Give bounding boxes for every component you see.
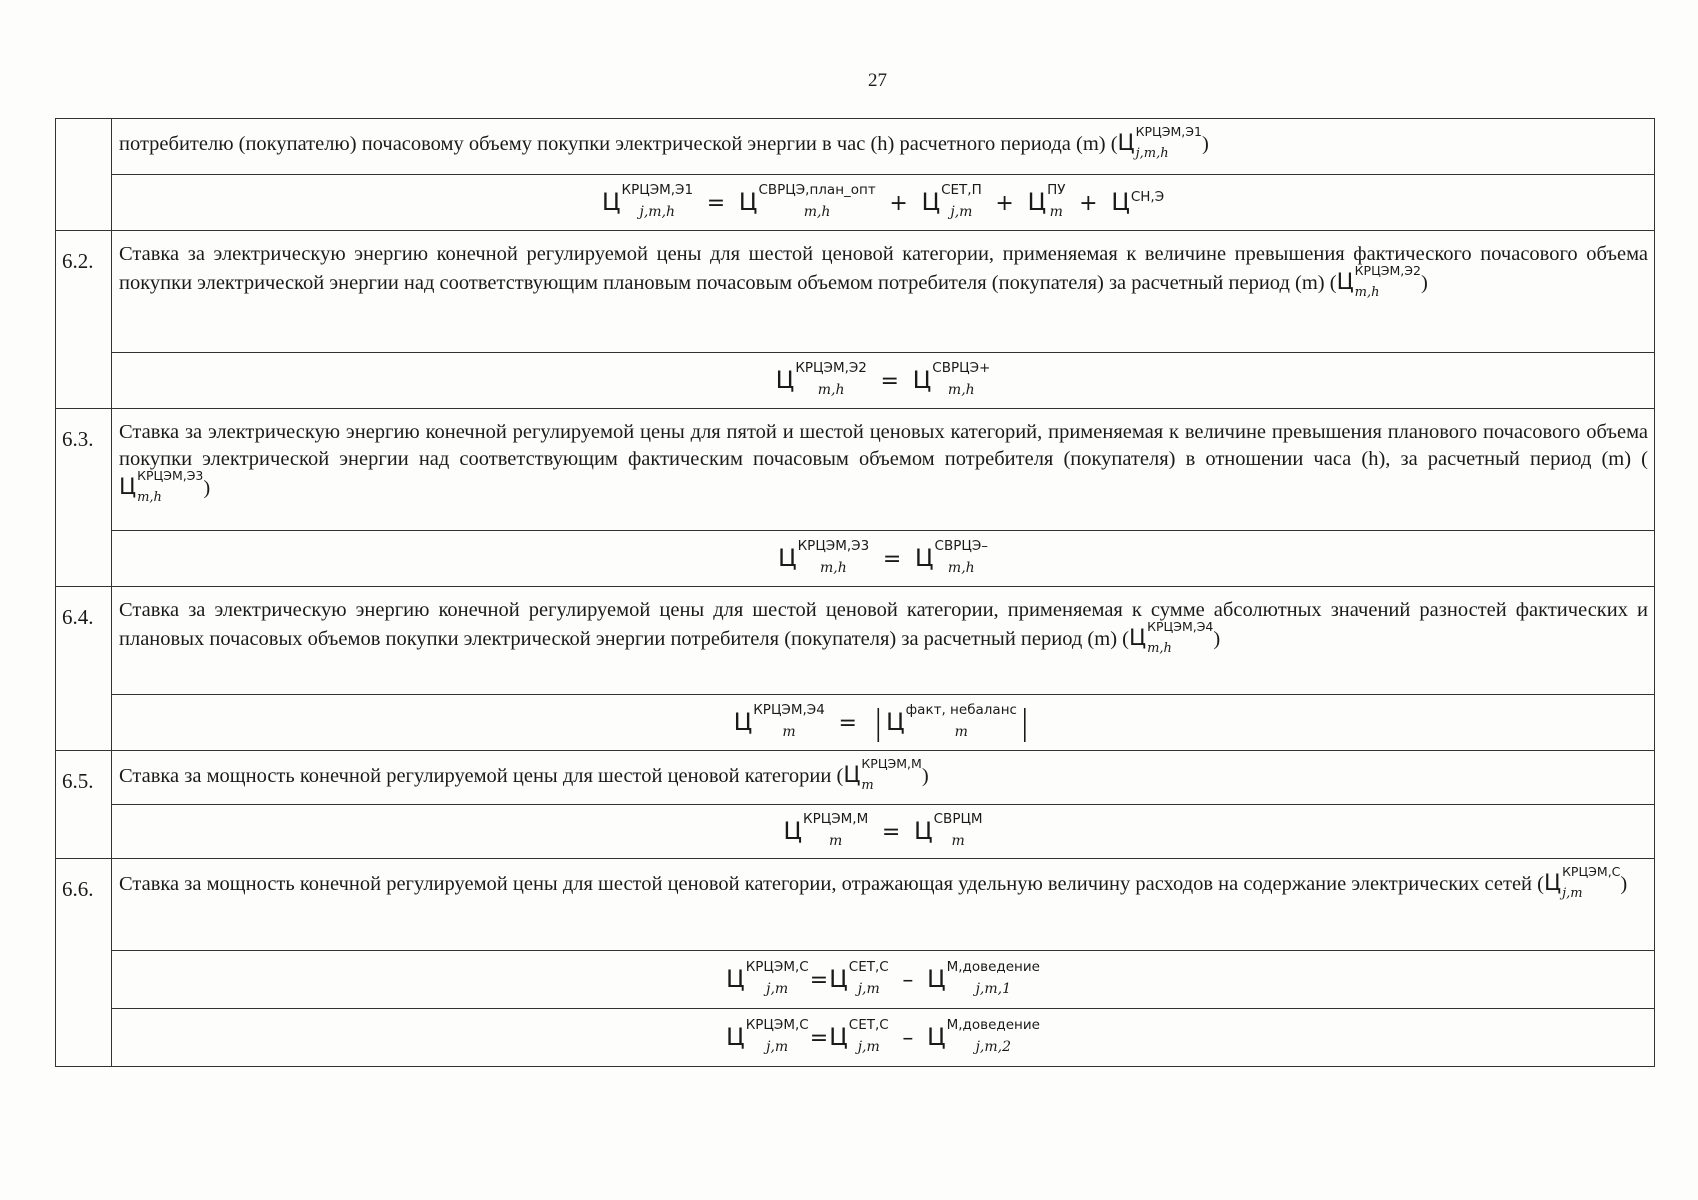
- abs-bar-left: |: [872, 702, 884, 743]
- description-text: Ставка за мощность конечной регулируемой цены для шестой ценовой категории (: [119, 765, 844, 787]
- rate-description: Ставка за мощность конечной регулируемой цены для шестой ценовой категории, отражающая удельную величину расходов на содержание электрических сетей (Ц КРЦЭМ,С j,m ): [112, 859, 1655, 951]
- formula: Ц КРЦЭМ,С j,m =Ц СЕТ,С j,m – Ц М,доведение j,m,1: [726, 958, 1040, 997]
- description-text: Ставка за электрическую энергию конечной регулируемой цены для пятой и шестой ценовых категорий, применяемая к величине превышения планового почасового объема покупки электрической энергии над соответствующим фактическим почасовым объемом потребителя (покупателя) в отношении часа (h), за расчетный период (m) (: [119, 421, 1648, 470]
- table-row: [56, 1009, 1655, 1067]
- formula-cell: [112, 951, 1655, 1009]
- row-number: 6.3.: [56, 409, 112, 587]
- inline-symbol: Ц КРЦЭМ,М m: [843, 756, 922, 793]
- table-row: [56, 695, 1655, 751]
- formula: Ц КРЦЭМ,Э1 j,m,h = Ц СВРЦЭ,план_опт m,h + Ц СЕТ,П j,m + Ц ПУ m + Ц СН,Э: [601, 181, 1165, 220]
- table-row: [56, 175, 1655, 231]
- tariff-rates-table: [55, 118, 1655, 1067]
- description-text: Ставка за электрическую энергию конечной регулируемой цены для шестой ценовой категории, применяемая к величине превышения фактического почасового объема покупки электрической энергии над соответствующим плановым почасовым объемом потребителя (покупателя) за расчетный период (m) (: [119, 243, 1648, 294]
- formula-cell: [112, 353, 1655, 409]
- table-row: [56, 751, 1655, 805]
- table-row: [56, 859, 1655, 951]
- inline-symbol: Ц КРЦЭМ,Э1 j,m,h: [1117, 124, 1202, 161]
- formula-cell: [112, 695, 1655, 751]
- row-number: 6.5.: [56, 751, 112, 859]
- rate-description: Ставка за мощность конечной регулируемой цены для шестой ценовой категории (Ц КРЦЭМ,М m ): [112, 751, 1655, 805]
- table-row: [56, 805, 1655, 859]
- formula: Ц КРЦЭМ,С j,m =Ц СЕТ,С j,m – Ц М,доведение j,m,2: [726, 1016, 1040, 1055]
- table-row: [56, 409, 1655, 531]
- abs-bar-right: |: [1018, 702, 1031, 743]
- table-row: [56, 353, 1655, 409]
- row-number-cell: [56, 119, 112, 231]
- formula: Ц КРЦЭМ,Э2 m,h = Ц СВРЦЭ+ m,h: [775, 359, 991, 398]
- formula: Ц КРЦЭМ,Э4 m = |Ц факт, небаланс m |: [733, 701, 1031, 743]
- inline-symbol: Ц КРЦЭМ,С j,m: [1543, 864, 1621, 901]
- row-number: 6.2.: [56, 231, 112, 409]
- description-text: потребителю (покупателю) почасовому объему покупки электрической энергии в час (h) расчетного периода (m) (: [119, 133, 1118, 155]
- rate-description: потребителю (покупателю) почасовому объему покупки электрической энергии в час (h) расчетного периода (m) (Ц КРЦЭМ,Э1 j,m,h ): [112, 119, 1655, 175]
- inline-symbol: Ц КРЦЭМ,Э4 m,h: [1129, 619, 1214, 656]
- rate-description: Ставка за электрическую энергию конечной регулируемой цены для шестой ценовой категории, применяемая к сумме абсолютных значений разностей фактических и плановых почасовых объемов покупки электрической энергии потребителя (покупателя) за расчетный период (m) (Ц КРЦЭМ,Э4 m,h ): [112, 587, 1655, 695]
- table-row: [56, 587, 1655, 695]
- description-text: Ставка за электрическую энергию конечной регулируемой цены для шестой ценовой категории, применяемая к сумме абсолютных значений разностей фактических и плановых почасовых объемов покупки электрической энергии потребителя (покупателя) за расчетный период (m) (: [119, 599, 1648, 650]
- table-row: [56, 119, 1655, 175]
- rate-description: Ставка за электрическую энергию конечной регулируемой цены для пятой и шестой ценовых категорий, применяемая к величине превышения планового почасового объема покупки электрической энергии над соответствующим фактическим почасовым объемом потребителя (покупателя) в отношении часа (h), за расчетный период (m) (Ц КРЦЭМ,Э3 m,h ): [112, 409, 1655, 531]
- table-row: [56, 951, 1655, 1009]
- formula-cell: [112, 1009, 1655, 1067]
- inline-symbol: Ц КРЦЭМ,Э2 m,h: [1336, 263, 1421, 300]
- table-row: [56, 531, 1655, 587]
- table-row: [56, 231, 1655, 353]
- rate-description: Ставка за электрическую энергию конечной регулируемой цены для шестой ценовой категории, применяемая к величине превышения фактического почасового объема покупки электрической энергии над соответствующим плановым почасовым объемом потребителя (покупателя) за расчетный период (m) (Ц КРЦЭМ,Э2 m,h ): [112, 231, 1655, 353]
- description-text: Ставка за мощность конечной регулируемой цены для шестой ценовой категории, отражающая удельную величину расходов на содержание электрических сетей (: [119, 873, 1544, 895]
- formula-cell: [112, 805, 1655, 859]
- row-number: 6.6.: [56, 859, 112, 1067]
- row-number: 6.4.: [56, 587, 112, 751]
- formula: Ц КРЦЭМ,М m = Ц СВРЦМ m: [783, 810, 983, 849]
- page-number: 27: [868, 70, 887, 91]
- inline-symbol: Ц КРЦЭМ,Э3 m,h: [119, 468, 204, 505]
- formula-cell: [112, 175, 1655, 231]
- formula: Ц КРЦЭМ,Э3 m,h = Ц СВРЦЭ– m,h: [777, 537, 989, 576]
- formula-cell: [112, 531, 1655, 587]
